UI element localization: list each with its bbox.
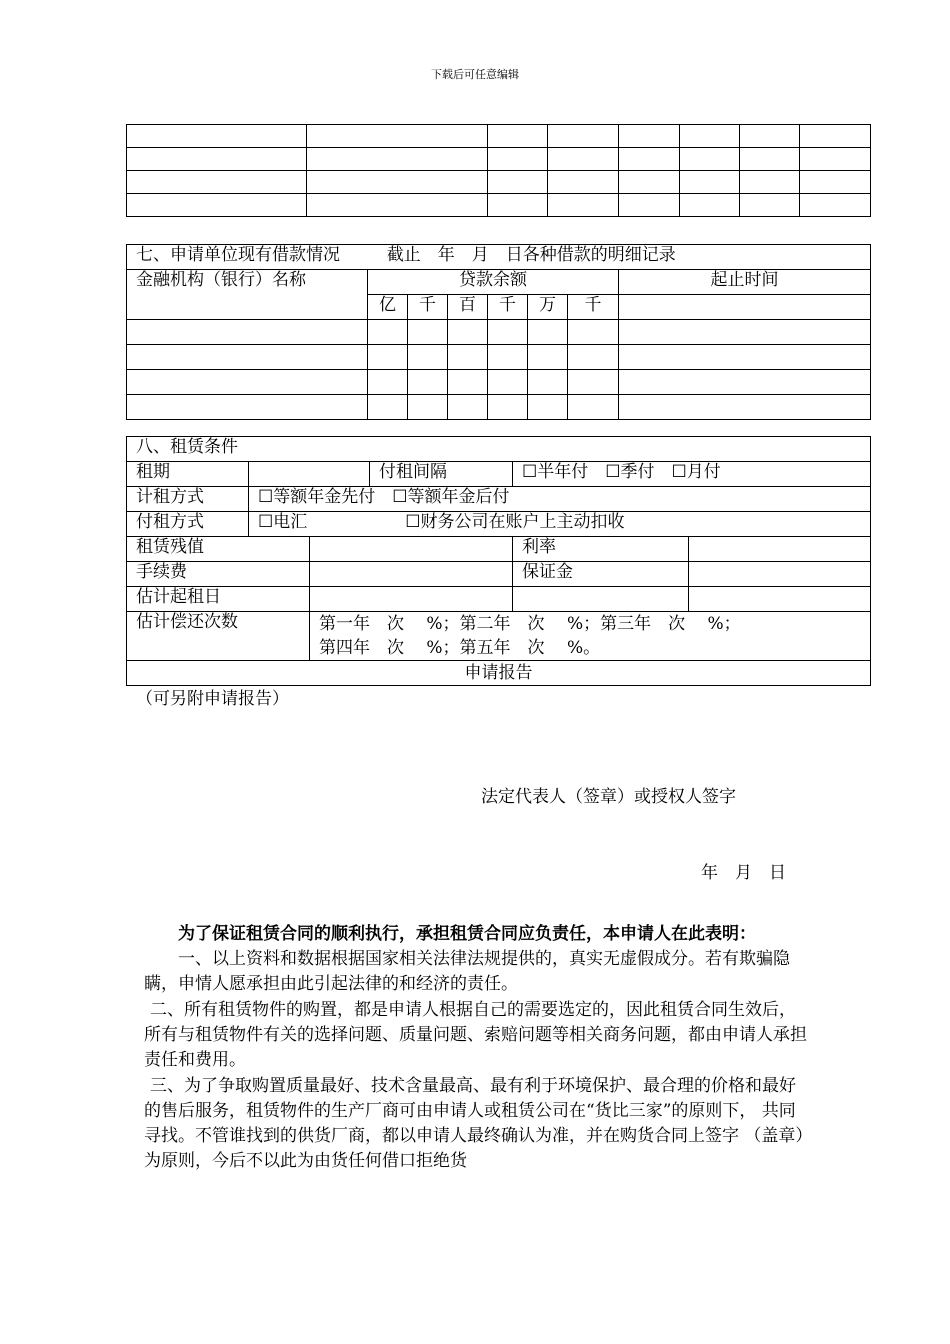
lease-conditions-table	[126, 436, 871, 883]
pay-option-debit: ☐财务公司在账户上主动扣收	[405, 512, 625, 532]
declaration-item-1: 一、以上资料和数据根据国家相关法律法规提供的，真实无虚假成分。若有欺骗隐瞒，申情人愿承担由此引起法律的和经济的责任。	[144, 949, 790, 994]
repay-count-label: 估计偿还次数	[127, 612, 310, 661]
deposit-value	[689, 562, 871, 587]
table-row	[127, 320, 871, 345]
table-row	[127, 148, 871, 171]
rent-method-label: 计租方式	[127, 487, 249, 512]
loan-balance-header: 贷款余额	[368, 270, 619, 295]
report-title: 申请报告	[464, 663, 533, 683]
payment-interval-options: ☐半年付 ☐季付 ☐月付	[513, 462, 871, 487]
section7-title: 七、申请单位现有借款情况	[136, 245, 340, 265]
start-date-value	[310, 587, 513, 612]
repay-count-value	[310, 612, 871, 661]
institution-header: 金融机构（银行）名称	[127, 270, 368, 320]
unit-qian: 千	[568, 295, 619, 320]
table-row	[127, 171, 871, 194]
existing-loans-table	[126, 244, 871, 420]
application-report	[127, 661, 871, 883]
interest-rate-label: 利率	[513, 537, 689, 562]
fee-label: 手续费	[127, 562, 310, 587]
start-date-label: 估计起租日	[127, 587, 310, 612]
table-row	[127, 395, 871, 420]
pay-method-options	[249, 512, 871, 537]
fee-value	[310, 562, 513, 587]
table-row	[127, 194, 871, 217]
residual-value	[310, 537, 513, 562]
repay-line-1: 第一年 次 %；第二年 次 %；第三年 次 %；	[319, 614, 741, 634]
declaration	[144, 922, 808, 1174]
unit-bai: 百	[448, 295, 488, 320]
report-note: （可另附申请报告）	[136, 689, 289, 709]
declaration-item-2: 二、所有租赁物件的购置，都是申请人根据自己的需要选定的，因此租赁合同生效后，所有与租赁物件有关的选择问题、质量问题、索赔问题等相关商务问题，都由申请人承担责任和费用。	[144, 1000, 807, 1070]
pay-option-wire: ☐电汇	[258, 512, 308, 532]
unit-qian: 千	[408, 295, 448, 320]
start-date-extra2	[689, 587, 871, 612]
section8-title: 八、租赁条件	[127, 437, 871, 462]
previous-section-table	[126, 124, 871, 217]
repay-line-2: 第四年 次 %；第五年 次 %。	[319, 638, 601, 658]
declaration-intro: 为了保证租赁合同的顺利执行，承担租赁合同应负责任，本申请人在此表明：	[178, 924, 756, 944]
interest-rate-value	[689, 537, 871, 562]
table-row	[127, 370, 871, 395]
declaration-item-3: 三、为了争取购置质量最好、技术含量最高、最有利于环境保护、最合理的价格和最好的售后服务，租赁物件的生产厂商可由申请人或租赁公司在“货比三家”的原则下， 共同寻找。不管谁找到的供货厂商，都以申请人最终确认为准，并在购货合同上签字 （盖章）为原则，今后不以此为由货任何借口拒绝货	[144, 1076, 804, 1171]
residual-label: 租赁残值	[127, 537, 310, 562]
table-row	[127, 345, 871, 370]
rent-method-options: ☐等额年金先付 ☐等额年金后付	[249, 487, 871, 512]
unit-qian: 千	[488, 295, 528, 320]
pay-method-label: 付租方式	[127, 512, 249, 537]
section7-title-row	[127, 245, 871, 270]
period-header: 起止时间	[619, 270, 871, 295]
deposit-label: 保证金	[513, 562, 689, 587]
lease-term-label: 租期	[127, 462, 249, 487]
unit-yi: 亿	[368, 295, 408, 320]
start-date-extra	[513, 587, 689, 612]
payment-interval-label: 付租间隔	[370, 462, 513, 487]
report-date: 年 月 日	[701, 863, 786, 883]
table-row	[127, 125, 871, 148]
section7-as-of: 截止 年 月 日各种借款的明细记录	[386, 245, 676, 265]
unit-wan: 万	[528, 295, 568, 320]
lease-term-value	[249, 462, 370, 487]
report-signature: 法定代表人（签章）或授权人签字	[481, 787, 736, 807]
page-header-note: 下载后可任意编辑	[431, 68, 519, 81]
